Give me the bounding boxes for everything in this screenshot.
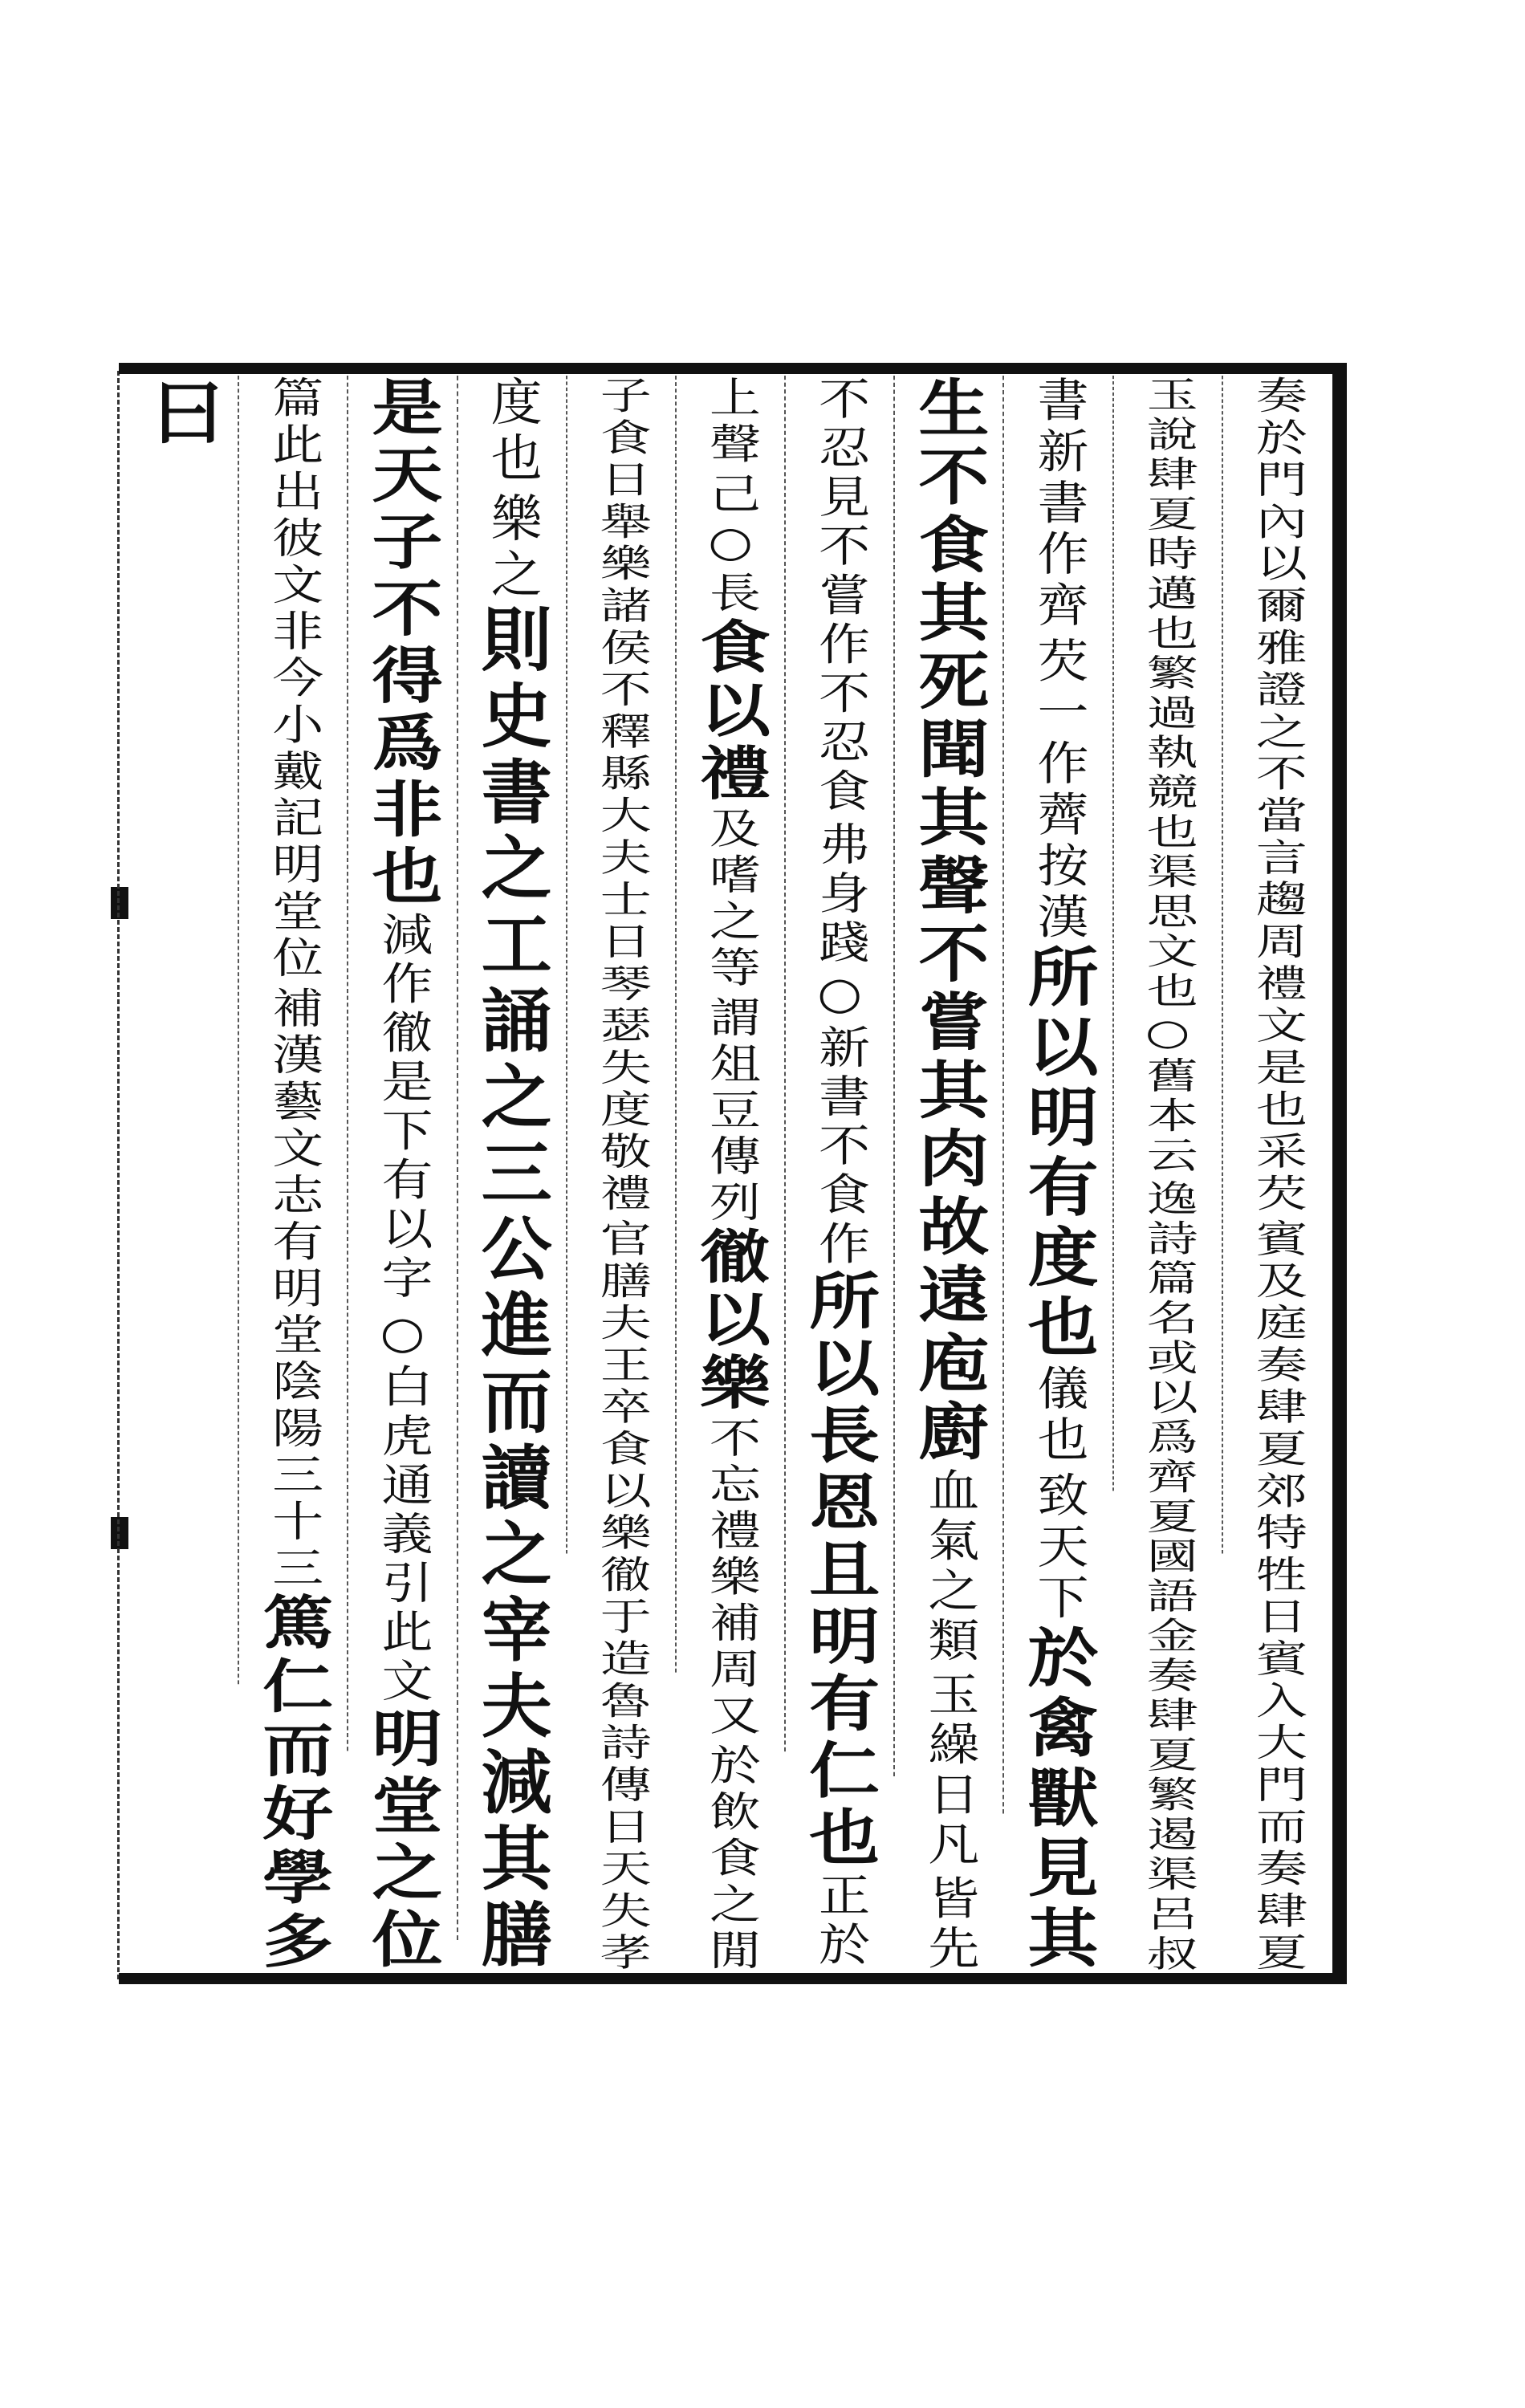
commentary-block — [919, 1870, 979, 1975]
commentary-block — [1137, 376, 1198, 1975]
commentary-left-line: 玉說肆夏時邁也繁過執競也渠思文也○舊本云 — [1137, 376, 1198, 1177]
commentary-block — [263, 376, 323, 1592]
text-column — [1112, 376, 1222, 1975]
commentary-left-line: 減作徹是下有以字 — [372, 911, 433, 1304]
main-text: 是天子不得爲非也 — [360, 376, 445, 912]
commentary-block — [1028, 376, 1088, 944]
main-text: 篤仁而好學多 — [251, 1592, 336, 1975]
text-column — [347, 376, 456, 1975]
text-column — [675, 376, 784, 1975]
text-column — [128, 376, 238, 1975]
commentary-left-line: 正於 — [810, 1872, 870, 1971]
commentary-block — [700, 376, 760, 617]
commentary-left-line: 篇此出彼文非今小戴記明堂位 — [263, 376, 323, 982]
main-text: 食以禮 — [688, 616, 772, 807]
text-column — [784, 376, 893, 1971]
commentary-left-line: 子食日舉樂諸侯不釋縣大夫士日琴瑟失度敬禮 — [591, 376, 651, 1216]
commentary-block — [1028, 1364, 1088, 1625]
commentary-right-line: 樂之 — [482, 491, 542, 604]
commentary-block — [810, 1872, 870, 1975]
main-text: 明堂之位 — [360, 1706, 445, 1975]
commentary-block — [1246, 376, 1307, 1975]
commentary-left-line: 上聲 — [700, 376, 760, 469]
commentary-left-line: 不忘禮樂補周又 — [700, 1416, 760, 1740]
commentary-right-line: 弗身踐○新書不食作 — [810, 821, 870, 1270]
main-text: 徹以樂 — [688, 1226, 772, 1417]
commentary-left-line: 度也 — [482, 376, 542, 487]
commentary-left-line: 及嗜之等 — [700, 806, 760, 992]
commentary-block — [700, 806, 760, 1227]
main-text: 生不食其死聞其聲不嘗其肉故遠庖廚 — [907, 376, 991, 1467]
commentary-block — [919, 1466, 979, 1871]
text-column — [893, 376, 1002, 1975]
main-text: 於禽獸見其 — [1016, 1624, 1100, 1975]
commentary-block — [810, 376, 870, 1270]
commentary-right-line: 己○長 — [700, 472, 760, 617]
commentary-right-line: 賓及庭奏肆夏郊特牲日賓入大門而奏肆夏 — [1246, 1218, 1307, 1975]
commentary-left-line: 奏於門內以爾雅證之不當言趨周禮文是也采芡 — [1246, 376, 1307, 1216]
commentary-right-line: 芡一作薺按漢 — [1028, 636, 1088, 944]
commentary-right-line: 致天下 — [1028, 1470, 1088, 1625]
main-text: 則史書之工誦之三公進而讀之宰夫減其膳 — [470, 603, 554, 1975]
main-text: 所以長恩且明有仁也 — [798, 1269, 882, 1873]
main-text: 曰 — [141, 376, 226, 454]
main-text: 所以明有度也 — [1016, 943, 1100, 1365]
text-column — [457, 376, 566, 1975]
commentary-left-line: 儀也 — [1028, 1364, 1088, 1466]
commentary-block — [700, 1416, 760, 1975]
text-column — [238, 376, 347, 1975]
commentary-left-line: 血氣之類 — [919, 1466, 979, 1667]
commentary-right-line: ○白虎通義引此文 — [372, 1308, 433, 1707]
text-column — [566, 376, 675, 1975]
commentary-block — [482, 376, 542, 604]
commentary-block — [591, 376, 651, 1975]
commentary-block — [372, 911, 433, 1707]
text-column — [1222, 376, 1331, 1975]
commentary-right-line: 謂俎豆傳列 — [700, 995, 760, 1227]
commentary-right-line: 於飲食之閒 — [700, 1743, 760, 1975]
commentary-right-line: 玉繰日凡 — [919, 1670, 979, 1871]
commentary-left-line: 不忍見不嘗作不忍食 — [810, 376, 870, 817]
commentary-left-line: 書新書作齊 — [1028, 376, 1088, 633]
commentary-right-line: 補漢藝文志有明堂陰陽三十三 — [263, 986, 323, 1592]
commentary-right-line: 皆先 — [919, 1874, 979, 1975]
text-column — [1002, 376, 1112, 1975]
text-columns — [128, 376, 1331, 1975]
commentary-right-line: 逸詩篇名或以爲齊夏國語金奏肆夏繁遏渠呂叔 — [1137, 1179, 1198, 1975]
commentary-right-line: 官膳夫王卒食以樂徹于造魯詩傳日天失孝 — [591, 1218, 651, 1975]
